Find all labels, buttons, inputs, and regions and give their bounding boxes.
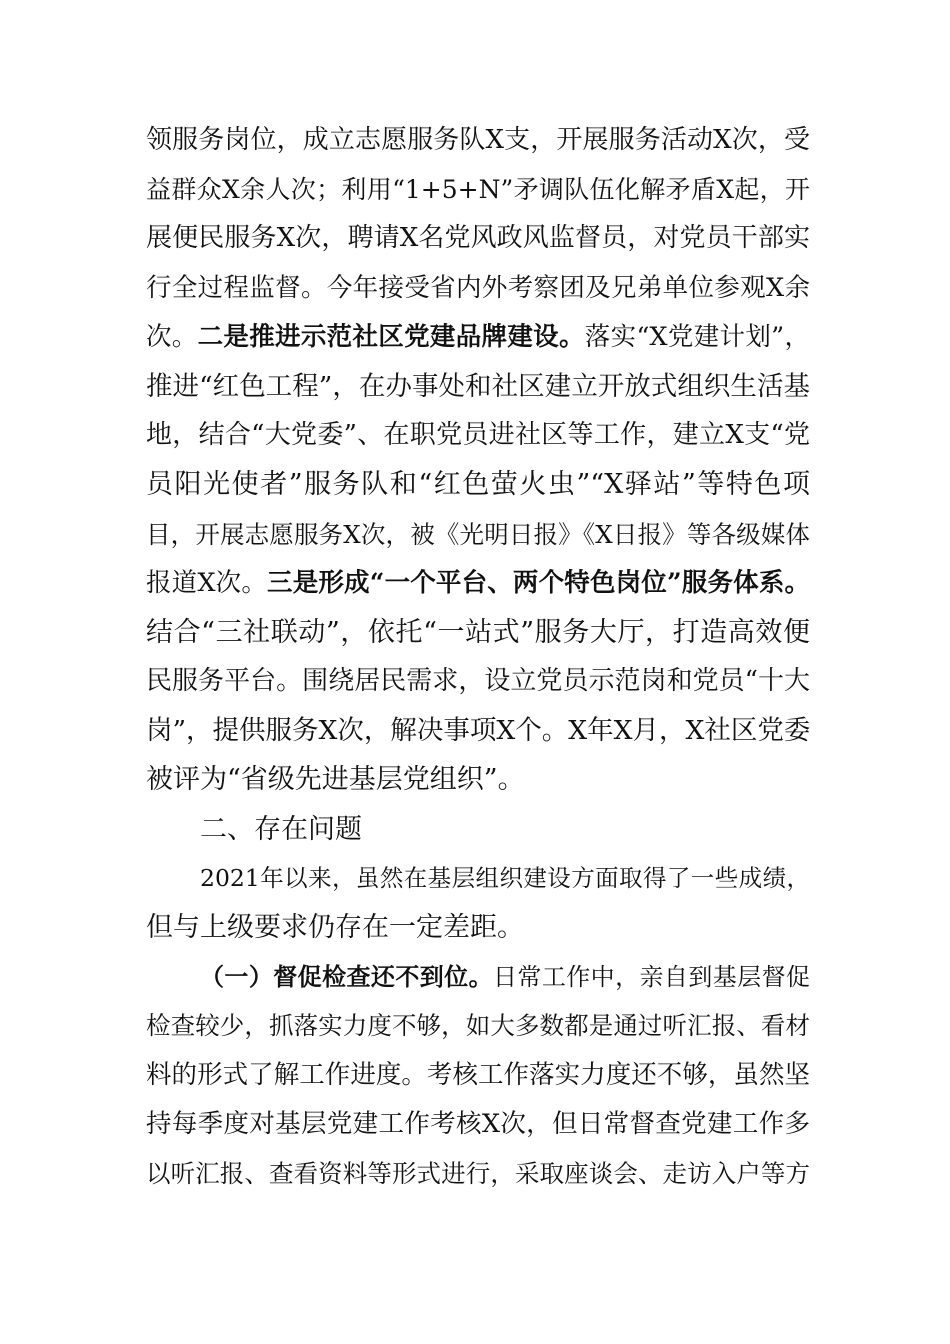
text-line <box>146 165 810 214</box>
text-line <box>146 854 810 903</box>
text-segment: 次。 <box>146 321 198 352</box>
text-line <box>146 1051 810 1100</box>
text-line <box>146 1001 810 1050</box>
text-segment: 民服务平台。围绕居民需求，设立党员示范岗和党员“十大 <box>146 666 810 697</box>
text-line <box>146 608 810 657</box>
text-segment: 持每季度对基层党建工作考核X次，但日常督查党建工作多 <box>146 1108 810 1139</box>
bold-text-segment: 三是形成“一个平台、两个特色岗位”服务体系。 <box>267 567 811 598</box>
text-segment: 日常工作中，亲自到基层督促 <box>493 963 810 992</box>
text-line <box>146 116 810 165</box>
text-segment: 以听汇报、查看资料等形式进行，采取座谈会、走访入户等方 <box>146 1158 810 1188</box>
text-segment: 报道X次。 <box>146 567 268 598</box>
text-segment: 推进“红色工程”，在办事处和社区建立开放式组织生活基 <box>146 370 810 402</box>
text-segment: 2021年以来，虽然在基层组织建设方面取得了一些成绩， <box>200 863 810 892</box>
text-segment: 落实“X党建计划”， <box>584 321 810 352</box>
text-line <box>146 657 810 706</box>
text-segment: 领服务岗位，成立志愿服务队X支，开展服务活动X次，受 <box>146 125 810 155</box>
text-segment: 展便民服务X次，聘请X名党风政风监督员，对党员干部实 <box>146 223 810 254</box>
text-segment: 益群众X余人次；利用“1+5+N”矛调队伍化解矛盾X起，开 <box>146 175 810 205</box>
text-segment: 员阳光使者”服务队和“红色萤火虫”“X驿站”等特色项 <box>146 469 810 501</box>
text-segment: 岗”，提供服务X次，解决事项X个。X年X月，X社区党委 <box>146 715 811 747</box>
text-segment: 检查较少，抓落实力度不够，如大多数都是通过听汇报、看材 <box>146 1011 810 1041</box>
text-line <box>146 706 810 755</box>
document-body <box>146 116 810 1198</box>
text-line <box>146 559 810 608</box>
text-line <box>146 460 810 509</box>
text-segment: 被评为“省级先进基层党组织”。 <box>146 764 525 796</box>
bold-text-segment: （一）督促检查还不到位。 <box>200 962 493 992</box>
text-segment: 目，开展志愿服务X次，被《光明日报》《X日报》等各级媒体 <box>146 519 810 549</box>
text-segment: 行全过程监督。今年接受省内外考察团及兄弟单位参观X余 <box>146 272 810 303</box>
text-line <box>146 214 810 263</box>
text-segment: 二、存在问题 <box>200 813 362 845</box>
text-line <box>146 362 810 411</box>
text-line <box>146 755 810 804</box>
text-segment: 料的形式了解工作进度。考核工作落实力度还不够，虽然坚 <box>146 1059 810 1090</box>
text-line <box>146 510 810 559</box>
text-segment: 结合“三社联动”，依托“一站式”服务大厅，打造高效便 <box>146 616 810 648</box>
text-line <box>146 952 810 1001</box>
text-line <box>146 313 810 362</box>
text-line <box>146 1100 810 1149</box>
text-line <box>146 805 810 854</box>
text-line <box>146 1149 810 1198</box>
text-segment: 但与上级要求仍存在一定差距。 <box>146 912 524 943</box>
text-line <box>146 903 810 952</box>
text-segment: 地，结合“大党委”、在职党员进社区等工作，建立X支“党 <box>146 420 810 451</box>
bold-text-segment: 二是推进示范社区党建品牌建设。 <box>197 321 585 352</box>
text-line <box>146 411 810 460</box>
text-line <box>146 264 810 313</box>
